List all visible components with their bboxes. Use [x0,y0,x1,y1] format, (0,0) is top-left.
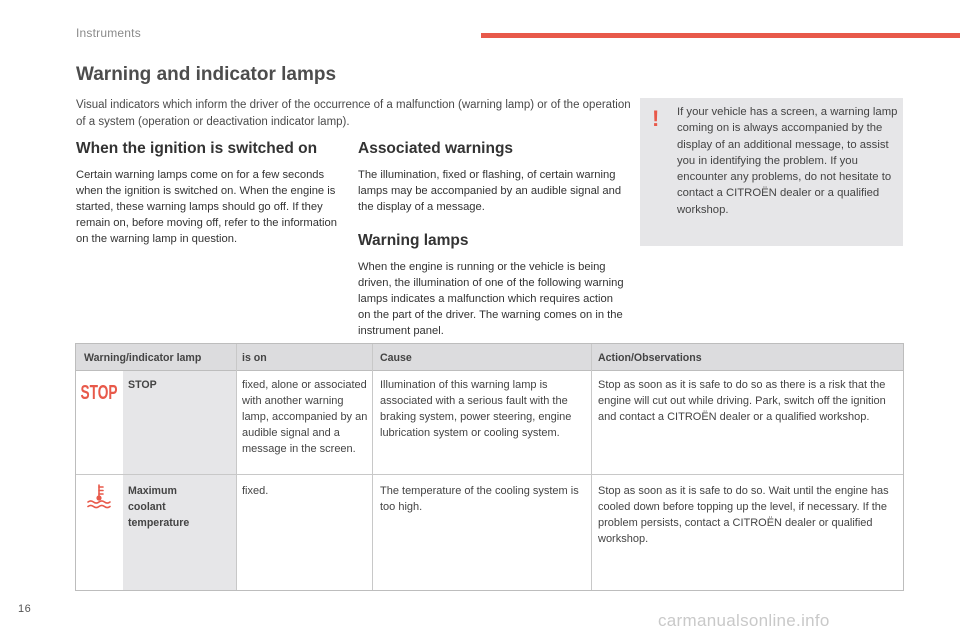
is-on-text: fixed, alone or associated with another warning lamp, accompanied by an audible signal and a message in the screen. [242,379,368,455]
header-lamp: Warning/indicator lamp [84,352,202,364]
action-text: Stop as soon as it is safe to do so as there is a risk that the engine will cut out while driving. Park, switch off the ignition and contact a CITROËN dealer or a qualified workshop. [598,379,886,423]
warning-lamps-text: When the engine is running or the vehicle is being driven, the illumination of one of the following warning lamps indicates a malfunction which requires action on the part of the driver. The warning comes on in the instrument panel. [358,261,624,337]
cause-text: Illumination of this warning lamp is associated with a serious fault with the braking system, power steering, engine lubrication system or cooling system. [380,379,572,439]
is-on-text: fixed. [242,485,269,497]
action-text: Stop as soon as it is safe to do so. Wait until the engine has cooled down before topping up the level, if necessary. If the problem persists, contact a CITROËN dealer or qualified workshop. [598,485,889,545]
ignition-section [76,140,346,247]
associated-section [358,140,628,339]
coolant-temperature-icon [86,483,112,509]
ignition-heading: When the ignition is switched on [76,140,318,157]
lamp-name: STOP [128,379,157,391]
table-header [76,344,903,371]
intro-paragraph: Visual indicators which inform the driver of the occurrence of a malfunction (warning lamp) or of the operation of a system (operation or deactivation indicator lamp). [76,99,631,128]
associated-text: The illumination, fixed or flashing, of certain warning lamps may be accompanied by an audible signal and the display of a message. [358,169,622,213]
exclamation-icon: ! [652,106,660,131]
watermark: carmanualsonline.info [658,611,830,630]
header-action: Action/Observations [598,352,702,364]
associated-heading: Associated warnings [358,140,514,157]
note-text: If your vehicle has a screen, a warning lamp coming on is always accompanied by the display of an additional message, to assist you in identifying the problem. If you encounter any problems, do not hesitate to contact a CITROËN dealer or a qualified workshop. [677,106,898,216]
warning-lamps-table [75,343,904,591]
lamp-name: Maximum coolant temperature [128,485,190,529]
stop-lamp-icon [80,380,118,402]
page-number: 16 [18,603,32,615]
section-header: Instruments [76,26,141,40]
note-box [640,98,903,246]
table-row [76,475,903,590]
header-accent-bar [481,33,960,38]
cause-text: The temperature of the cooling system is too high. [380,485,579,513]
header-is-on: is on [242,352,267,364]
table-row [76,371,903,474]
stop-lamp-label: STOP [80,382,118,404]
page-title: Warning and indicator lamps [76,64,337,85]
ignition-text: Certain warning lamps come on for a few seconds when the ignition is switched on. When the engine is started, these warning lamps should go off. If they remain on, before moving off, refer to the information on the warning lamp in question. [76,169,337,245]
warning-lamps-heading: Warning lamps [358,232,469,249]
header-cause: Cause [380,352,412,364]
